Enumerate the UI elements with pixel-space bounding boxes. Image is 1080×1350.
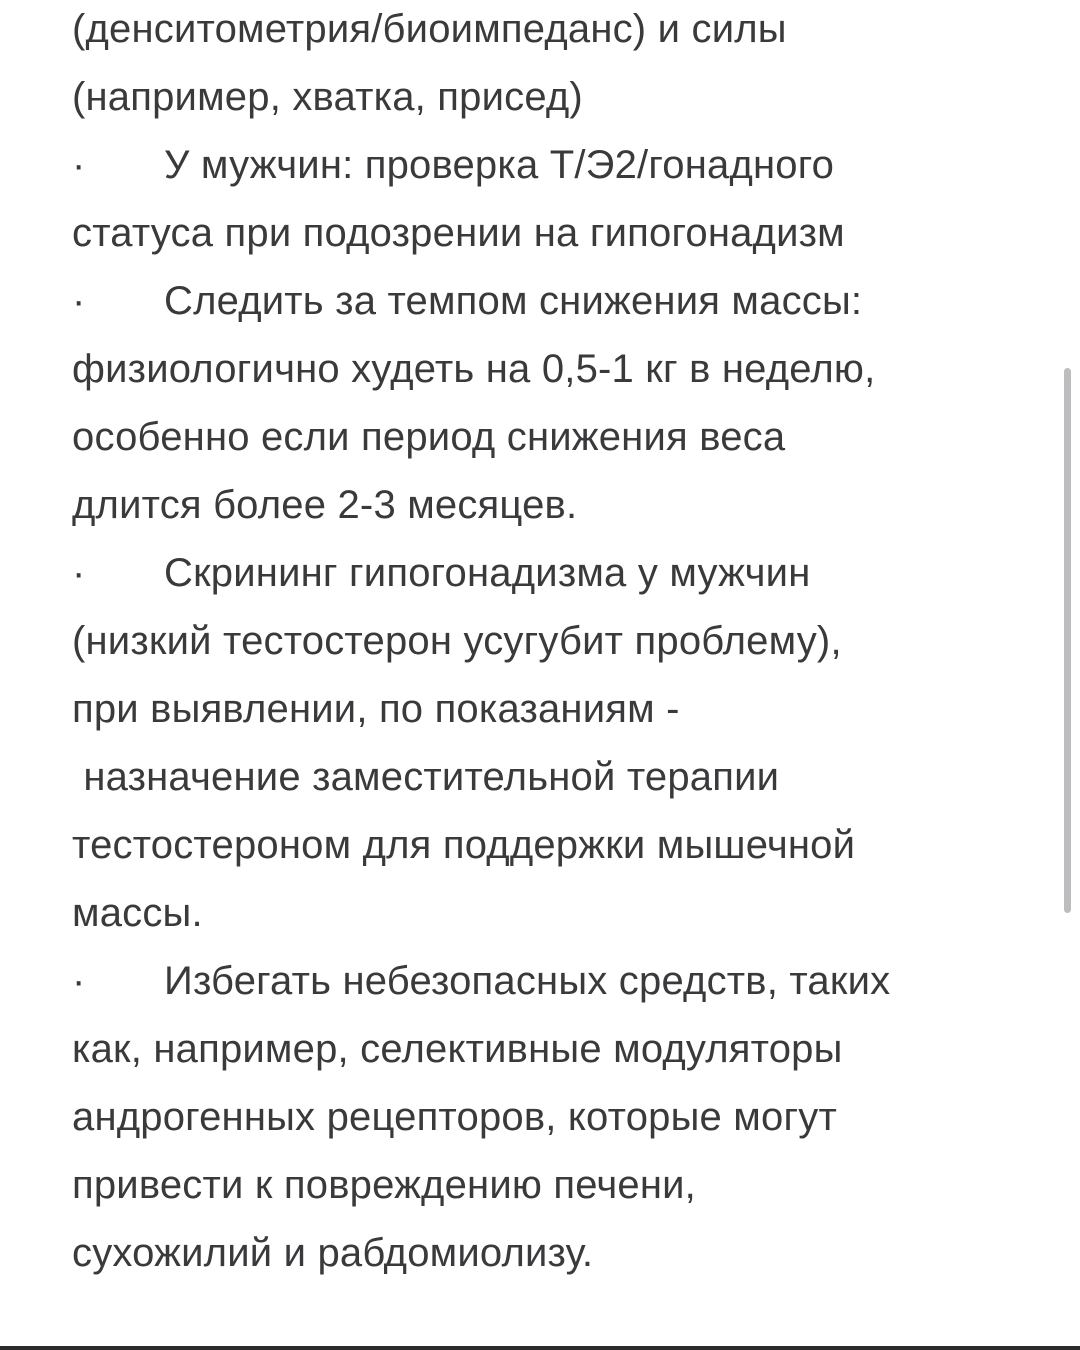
text-line: массы. bbox=[72, 891, 203, 935]
text-line: (денситометрия/биоимпеданс) и силы bbox=[72, 7, 787, 51]
text-line: особенно если период снижения веса bbox=[72, 415, 786, 459]
bullet-item bbox=[72, 947, 1062, 1015]
vertical-scrollbar[interactable] bbox=[1064, 368, 1071, 913]
bullet-dot: · bbox=[72, 279, 86, 323]
text-line: статуса при подозрении на гипогонадизм bbox=[72, 211, 845, 255]
text-line: тестостероном для поддержки мышечной bbox=[72, 823, 856, 867]
bullet-text: Избегать небезопасных средств, таких bbox=[164, 959, 891, 1003]
bullet-dot: · bbox=[72, 551, 86, 595]
text-line: (например, хватка, присед) bbox=[72, 75, 583, 119]
text-line: (низкий тестостерон усугубит проблему), bbox=[72, 619, 842, 663]
bullet-dot: · bbox=[72, 959, 86, 1003]
text-line: длится более 2-3 месяцев. bbox=[72, 483, 578, 527]
text-line: как, например, селективные модуляторы bbox=[72, 1027, 843, 1071]
note-body[interactable] bbox=[72, 0, 1062, 1287]
bullet-text: Следить за темпом снижения массы: bbox=[164, 279, 863, 323]
text-line: назначение заместительной терапии bbox=[72, 755, 780, 799]
bullet-text: Скрининг гипогонадизма у мужчин bbox=[164, 551, 811, 595]
bullet-dot: · bbox=[72, 143, 86, 187]
bullet-item bbox=[72, 131, 1062, 199]
bottom-divider bbox=[0, 1346, 1080, 1350]
text-line: физиологично худеть на 0,5-1 кг в неделю, bbox=[72, 347, 876, 391]
text-line: андрогенных рецепторов, которые могут bbox=[72, 1095, 837, 1139]
text-line: сухожилий и рабдомиолизу. bbox=[72, 1231, 594, 1275]
text-line: при выявлении, по показаниям - bbox=[72, 687, 680, 731]
bullet-item bbox=[72, 539, 1062, 607]
bullet-text: У мужчин: проверка Т/Э2/гонадного bbox=[164, 143, 835, 187]
text-line: привести к повреждению печени, bbox=[72, 1163, 696, 1207]
bullet-item bbox=[72, 267, 1062, 335]
